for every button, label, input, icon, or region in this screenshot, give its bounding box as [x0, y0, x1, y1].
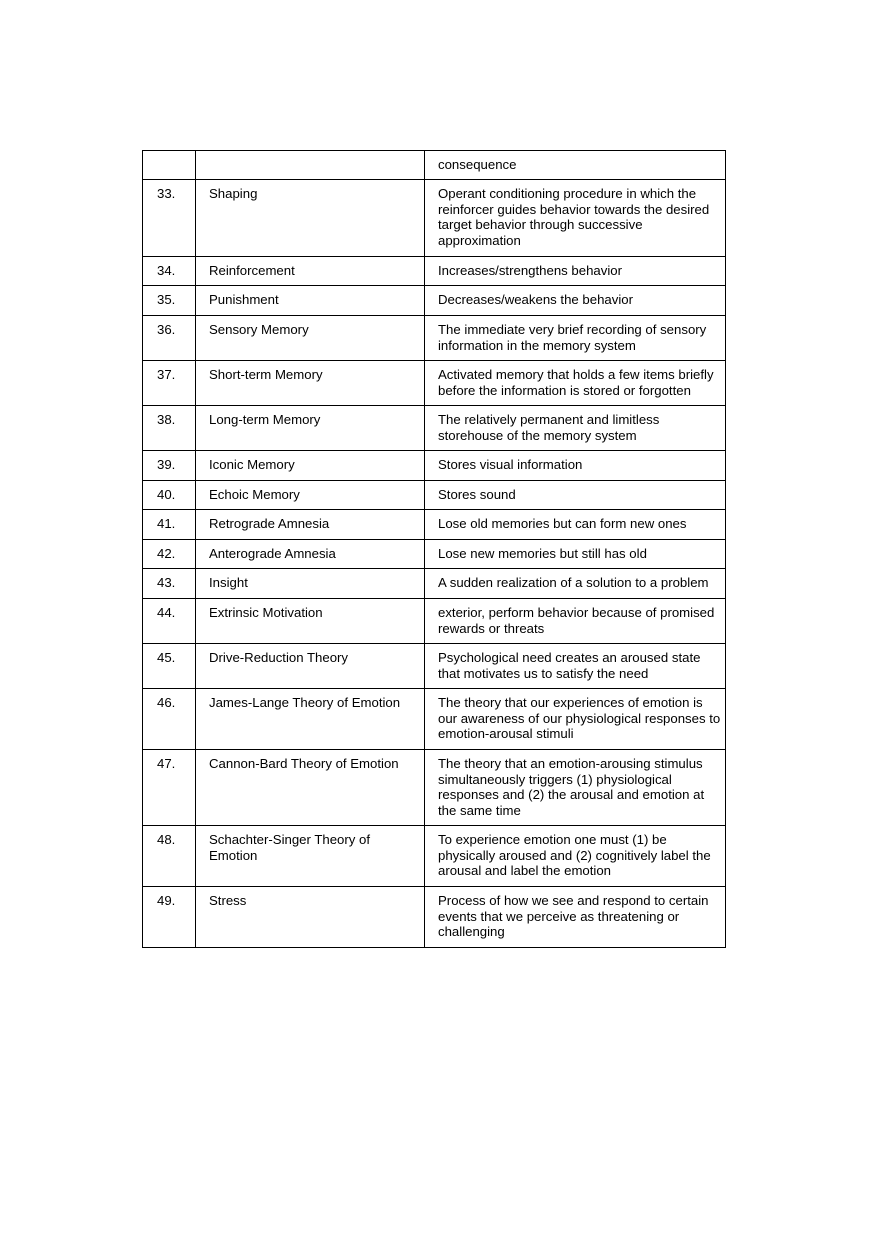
row-number: 39.	[143, 451, 196, 481]
row-number: 40.	[143, 481, 196, 510]
row-term: Schachter-Singer Theory of Emotion	[196, 826, 425, 887]
table-row	[143, 361, 726, 406]
row-term: Cannon-Bard Theory of Emotion	[196, 750, 425, 826]
row-definition: Process of how we see and respond to certain events that we perceive as threatening or challenging	[425, 887, 726, 948]
row-number: 45.	[143, 644, 196, 689]
table-row	[143, 569, 726, 599]
row-definition: Activated memory that holds a few items briefly before the information is stored or forgotten	[425, 361, 726, 406]
row-term: Shaping	[196, 180, 425, 257]
row-definition: Lose old memories but can form new ones	[425, 510, 726, 540]
row-number: 42.	[143, 540, 196, 569]
row-number	[143, 151, 196, 180]
row-term: Insight	[196, 569, 425, 599]
row-term: Extrinsic Motivation	[196, 599, 425, 644]
row-definition: Stores sound	[425, 481, 726, 510]
row-term: Short-term Memory	[196, 361, 425, 406]
row-number: 36.	[143, 316, 196, 361]
row-number: 43.	[143, 569, 196, 599]
table-row	[143, 286, 726, 316]
row-definition: The relatively permanent and limitless storehouse of the memory system	[425, 406, 726, 451]
row-number: 47.	[143, 750, 196, 826]
row-number: 48.	[143, 826, 196, 887]
row-term: Sensory Memory	[196, 316, 425, 361]
row-definition: Operant conditioning procedure in which the reinforcer guides behavior towards the desired target behavior through successive approximation	[425, 180, 726, 257]
row-term: Echoic Memory	[196, 481, 425, 510]
row-definition: To experience emotion one must (1) be physically aroused and (2) cognitively label the arousal and label the emotion	[425, 826, 726, 887]
row-number: 33.	[143, 180, 196, 257]
table-row	[143, 316, 726, 361]
row-term: James-Lange Theory of Emotion	[196, 689, 425, 750]
row-definition: The immediate very brief recording of sensory information in the memory system	[425, 316, 726, 361]
table-row	[143, 540, 726, 569]
row-term: Iconic Memory	[196, 451, 425, 481]
row-definition: Lose new memories but still has old	[425, 540, 726, 569]
row-definition: A sudden realization of a solution to a problem	[425, 569, 726, 599]
table-row	[143, 826, 726, 887]
row-definition: The theory that our experiences of emotion is our awareness of our physiological responses to emotion-arousal stimuli	[425, 689, 726, 750]
table-row	[143, 750, 726, 826]
row-definition: consequence	[425, 151, 726, 180]
row-definition: Increases/strengthens behavior	[425, 257, 726, 286]
table-row	[143, 599, 726, 644]
row-number: 37.	[143, 361, 196, 406]
row-term: Anterograde Amnesia	[196, 540, 425, 569]
row-definition: Stores visual information	[425, 451, 726, 481]
table-row	[143, 451, 726, 481]
table-row	[143, 887, 726, 948]
row-definition: Decreases/weakens the behavior	[425, 286, 726, 316]
row-term: Drive-Reduction Theory	[196, 644, 425, 689]
row-definition: exterior, perform behavior because of promised rewards or threats	[425, 599, 726, 644]
row-number: 34.	[143, 257, 196, 286]
row-number: 49.	[143, 887, 196, 948]
table-row	[143, 481, 726, 510]
row-term: Punishment	[196, 286, 425, 316]
row-term: Retrograde Amnesia	[196, 510, 425, 540]
row-number: 44.	[143, 599, 196, 644]
glossary-table	[142, 150, 726, 948]
row-number: 35.	[143, 286, 196, 316]
row-definition: The theory that an emotion-arousing stimulus simultaneously triggers (1) physiological responses and (2) the arousal and emotion at the same time	[425, 750, 726, 826]
row-term: Long-term Memory	[196, 406, 425, 451]
table-row	[143, 689, 726, 750]
row-number: 38.	[143, 406, 196, 451]
table-row	[143, 257, 726, 286]
row-term	[196, 151, 425, 180]
table-row	[143, 644, 726, 689]
table-row	[143, 151, 726, 180]
row-term: Reinforcement	[196, 257, 425, 286]
table-row	[143, 510, 726, 540]
row-term: Stress	[196, 887, 425, 948]
table-row	[143, 406, 726, 451]
table-row	[143, 180, 726, 257]
row-number: 46.	[143, 689, 196, 750]
row-number: 41.	[143, 510, 196, 540]
row-definition: Psychological need creates an aroused state that motivates us to satisfy the need	[425, 644, 726, 689]
